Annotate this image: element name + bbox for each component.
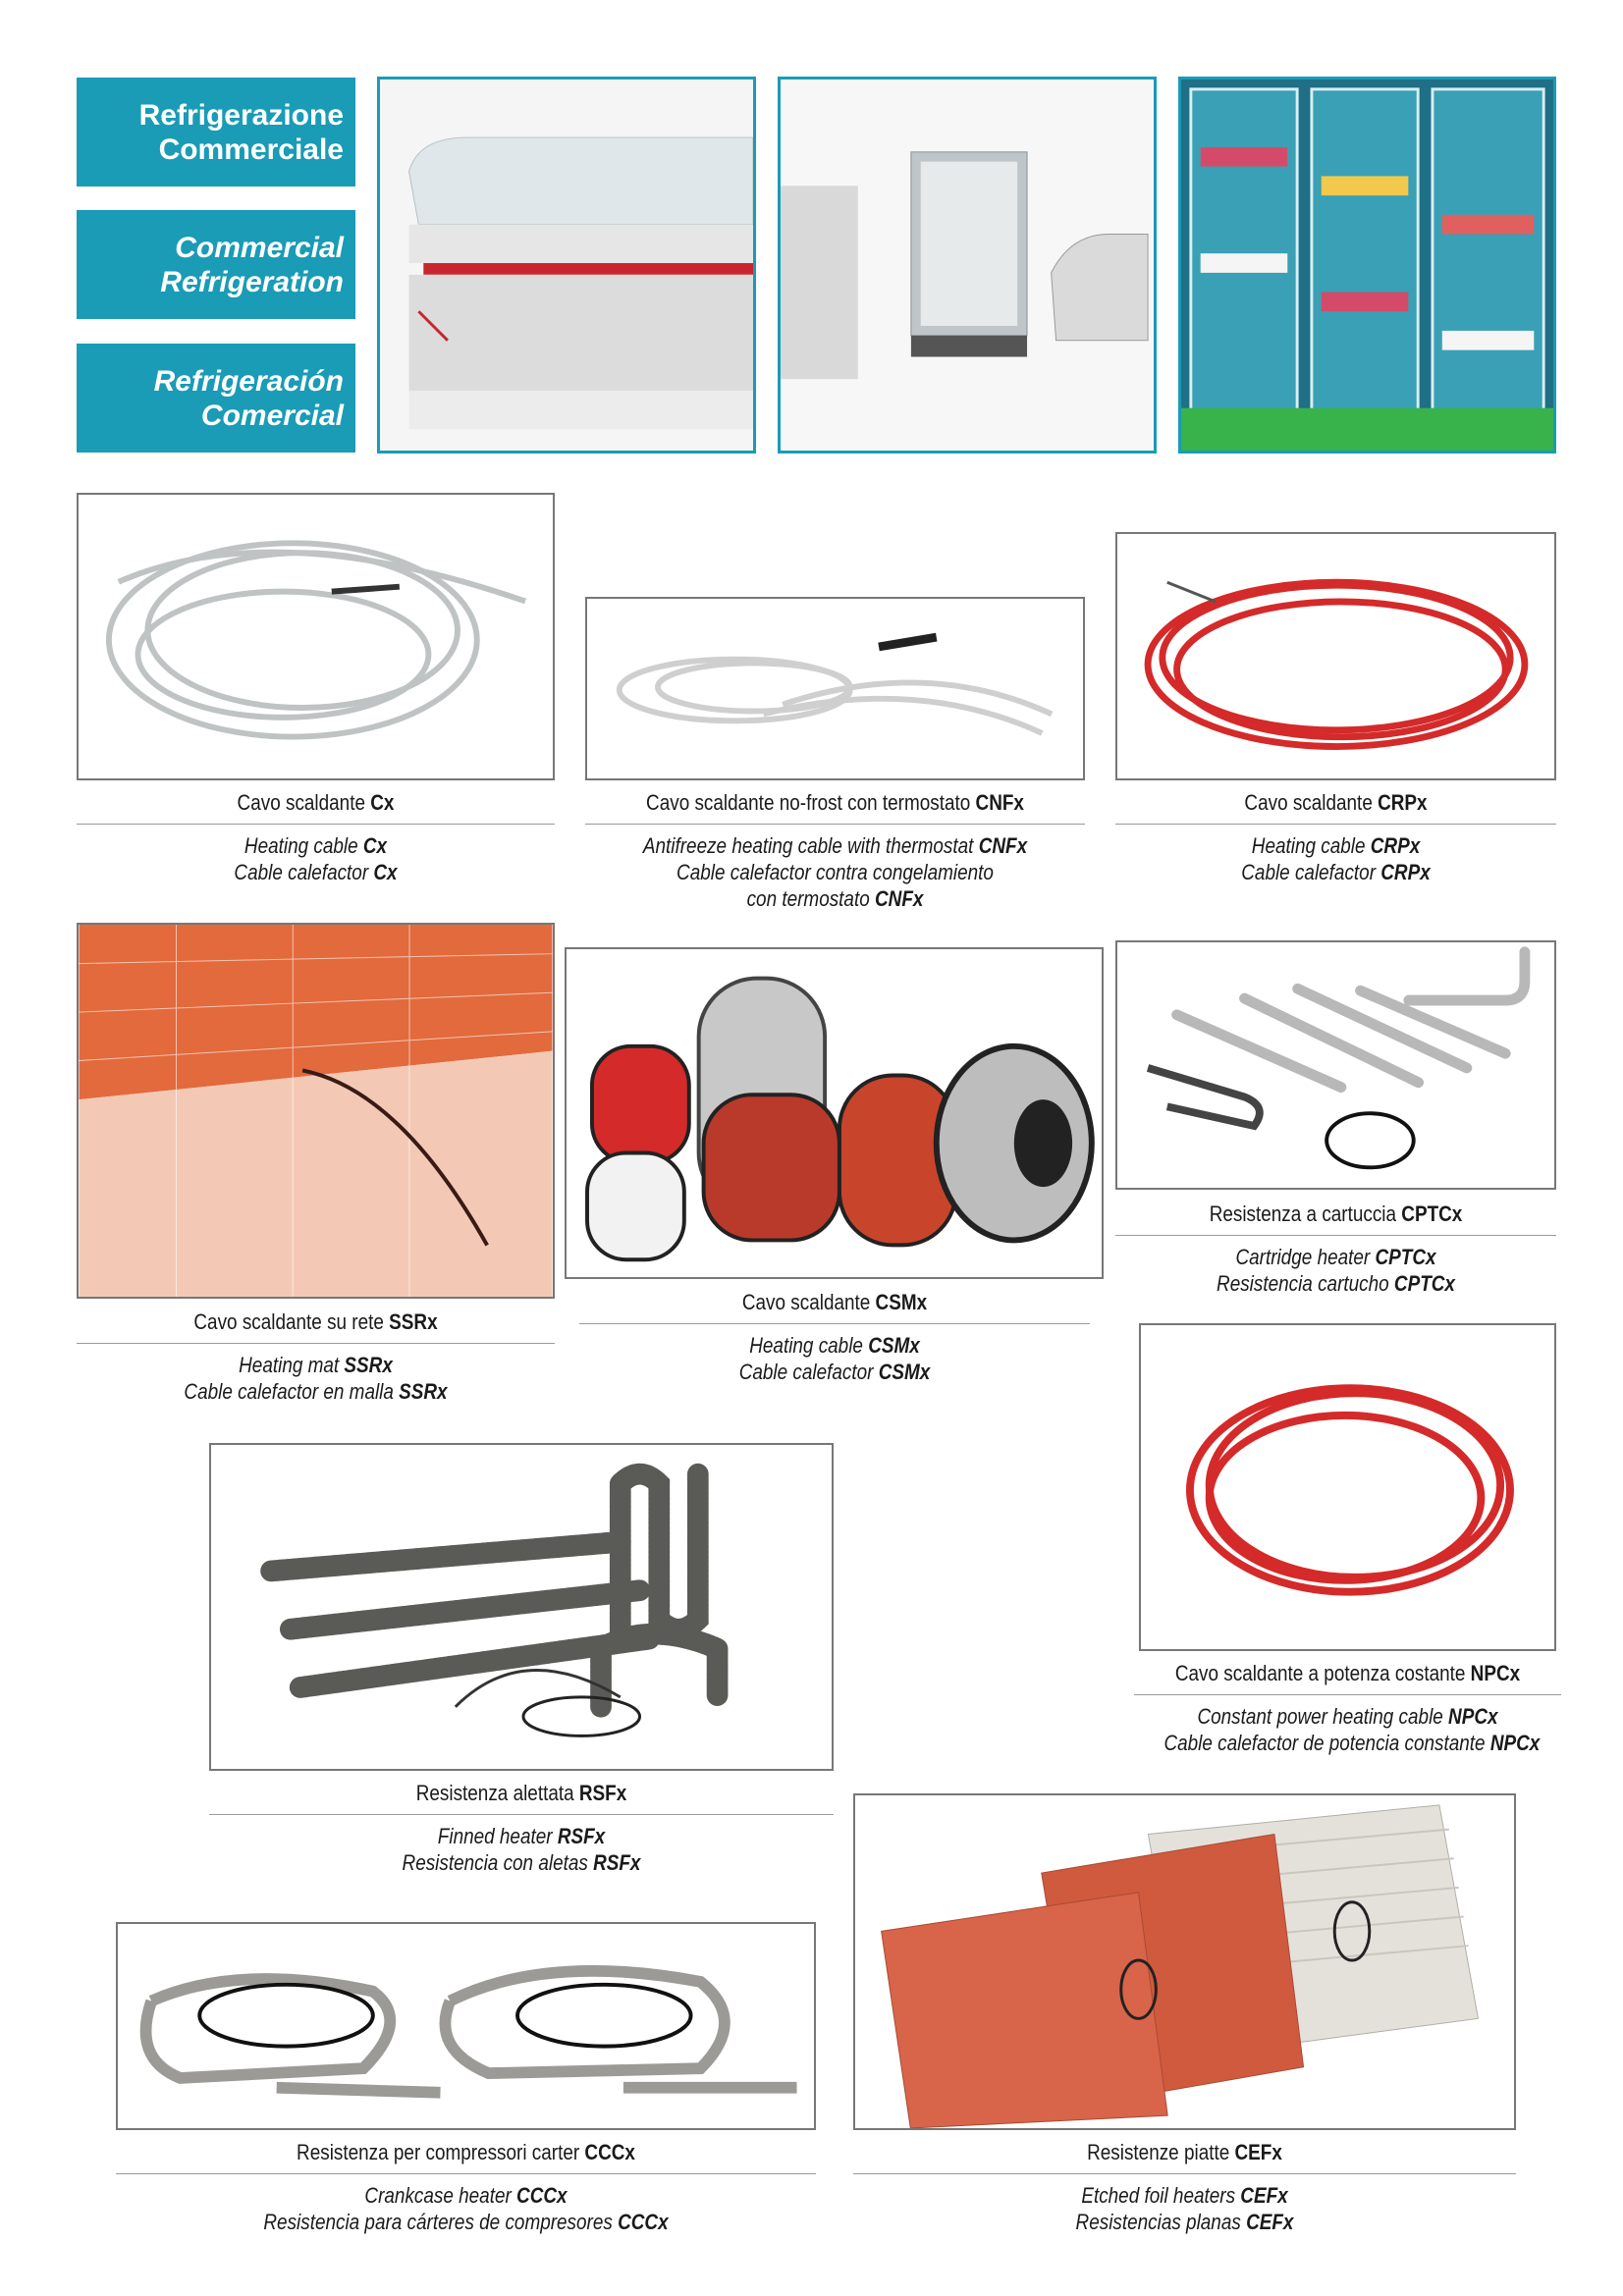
subtitle-code: RSFx <box>557 1824 606 1848</box>
title-text: Resistenza alettata <box>415 1781 579 1805</box>
header-label-english <box>77 210 355 319</box>
subtitle-code: CNFx <box>978 833 1028 858</box>
subtitle-line <box>615 1359 1054 1385</box>
subtitle-text: Cable calefactor <box>1241 860 1381 884</box>
product-image-cptcx <box>1115 940 1556 1190</box>
header-label-line: Refrigeration <box>160 265 344 298</box>
subtitle-line <box>1146 1244 1525 1270</box>
product-code: Cx <box>370 790 395 815</box>
display-case-photo <box>377 77 756 454</box>
subtitle-line <box>110 1378 521 1405</box>
subtitle-code: CPTCx <box>1375 1245 1436 1269</box>
title-text: Cavo scaldante a potenza costante <box>1174 1661 1471 1685</box>
title-text: Resistenza per compressori carter <box>297 2140 585 2164</box>
subtitle-line <box>1146 1270 1525 1297</box>
subtitle-text: con termostato <box>746 886 876 911</box>
product-image-npcx <box>1139 1323 1556 1651</box>
product-image-ssrx <box>77 923 555 1299</box>
product-title <box>621 788 1051 818</box>
divider <box>77 1343 555 1344</box>
product-image-cx <box>77 493 555 780</box>
product-title <box>165 2138 767 2167</box>
subtitle-text: Crankcase heater <box>364 2183 517 2208</box>
caption-csmx <box>579 1288 1090 1385</box>
subtitle-text: Heating cable <box>243 833 363 858</box>
subtitle-text: Resistencias planas <box>1075 2210 1247 2234</box>
divider <box>585 824 1085 825</box>
subtitle-text: Cable calefactor <box>234 860 374 884</box>
subtitle-code: Cx <box>362 833 388 858</box>
subtitle-line <box>899 2182 1470 2209</box>
title-text: Cavo scaldante <box>237 790 371 815</box>
subtitle-line <box>1163 1730 1541 1756</box>
caption-cccx <box>116 2138 816 2235</box>
subtitle-code: RSFx <box>593 1850 641 1875</box>
caption-ssrx <box>77 1308 555 1405</box>
product-title <box>615 1288 1054 1317</box>
subtitle-code: CPTCx <box>1393 1271 1455 1296</box>
subtitle-text: Heating cable <box>1251 833 1371 858</box>
subtitle-code: CRPx <box>1370 833 1421 858</box>
subtitle-line <box>621 885 1051 912</box>
divider <box>853 2173 1516 2174</box>
refrigerators-photo <box>778 77 1157 454</box>
product-image-cccx <box>116 1922 816 2130</box>
subtitle-line <box>899 2209 1470 2235</box>
divider <box>1115 1235 1556 1236</box>
title-text: Cavo scaldante no-frost con termostato <box>646 790 976 815</box>
product-title <box>1146 788 1525 818</box>
subtitle-text: Heating mat <box>239 1353 345 1377</box>
title-text: Resistenza a cartuccia <box>1209 1201 1402 1226</box>
subtitle-text: Finned heater <box>437 1824 558 1848</box>
subtitle-code: CSMx <box>868 1333 920 1358</box>
product-title <box>1146 1200 1525 1229</box>
subtitle-code: Cx <box>373 860 398 884</box>
subtitle-text: Resistencia para cárteres de compresores <box>263 2210 619 2234</box>
product-code: CRPx <box>1378 790 1428 815</box>
subtitle-text: Cable calefactor contra congelamiento <box>676 860 994 884</box>
supermarket-freezers-photo <box>1178 77 1556 454</box>
subtitle-code: CCCx <box>516 2183 568 2208</box>
divider <box>116 2173 816 2174</box>
product-title <box>899 2138 1470 2167</box>
product-code: CSMx <box>875 1290 928 1314</box>
subtitle-code: CRPx <box>1380 860 1431 884</box>
subtitle-code: CEFx <box>1246 2210 1294 2234</box>
subtitle-code: SSRx <box>344 1353 393 1377</box>
subtitle-code: CEFx <box>1240 2183 1288 2208</box>
divider <box>579 1323 1090 1324</box>
subtitle-text: Heating cable <box>749 1333 869 1358</box>
title-text: Cavo scaldante su rete <box>193 1309 390 1334</box>
subtitle-text: Cable calefactor en malla <box>184 1379 400 1404</box>
caption-rsfx <box>209 1779 834 1876</box>
title-text: Cavo scaldante <box>1244 790 1379 815</box>
subtitle-code: CSMx <box>878 1360 931 1384</box>
header-label-italian <box>77 78 355 187</box>
product-title <box>110 788 521 818</box>
subtitle-line <box>1163 1703 1531 1730</box>
caption-cptcx <box>1115 1200 1556 1297</box>
header-label-spanish <box>77 344 355 453</box>
caption-npcx <box>1134 1659 1561 1756</box>
divider <box>1134 1694 1561 1695</box>
subtitle-code: CCCx <box>618 2210 669 2234</box>
subtitle-text: Cable calefactor de potencia constante <box>1163 1731 1490 1755</box>
product-code: CPTCx <box>1401 1201 1463 1226</box>
subtitle-line <box>165 2182 767 2209</box>
subtitle-line <box>1146 832 1525 859</box>
subtitle-line <box>621 859 1051 885</box>
caption-cx <box>77 788 555 885</box>
product-image-cefx <box>853 1793 1516 2130</box>
product-image-rsfx <box>209 1443 834 1771</box>
subtitle-line <box>165 2209 767 2235</box>
subtitle-code: SSRx <box>399 1379 448 1404</box>
product-code: CNFx <box>975 790 1024 815</box>
subtitle-line <box>615 1332 1054 1359</box>
title-text: Resistenze piatte <box>1087 2140 1235 2164</box>
subtitle-line <box>253 1849 790 1876</box>
subtitle-code: CNFx <box>875 886 924 911</box>
subtitle-code: NPCx <box>1489 1731 1541 1755</box>
subtitle-text: Resistencia cartucho <box>1217 1271 1394 1296</box>
header-label-line: Refrigerazione <box>138 98 344 132</box>
divider <box>77 824 555 825</box>
subtitle-text: Antifreeze heating cable with thermostat <box>642 833 979 858</box>
divider <box>209 1814 834 1815</box>
subtitle-text: Cartridge heater <box>1235 1245 1376 1269</box>
header-label-line: Refrigeración <box>153 364 344 398</box>
subtitle-line <box>110 832 521 859</box>
header-label-line: Commercial <box>175 231 344 264</box>
subtitle-text: Resistencia con aletas <box>402 1850 594 1875</box>
product-code: RSFx <box>578 1781 627 1805</box>
product-title <box>253 1779 790 1808</box>
product-code: SSRx <box>389 1309 438 1334</box>
subtitle-text: Etched foil heaters <box>1081 2183 1241 2208</box>
subtitle-text: Cable calefactor <box>738 1360 879 1384</box>
product-code: CCCx <box>584 2140 635 2164</box>
product-image-csmx <box>565 947 1104 1279</box>
subtitle-line <box>621 832 1051 859</box>
product-code: NPCx <box>1470 1661 1521 1685</box>
caption-cefx <box>853 2138 1516 2235</box>
title-text: Cavo scaldante <box>741 1290 876 1314</box>
product-image-cnfx <box>585 597 1085 780</box>
product-title <box>1163 1659 1531 1688</box>
subtitle-line <box>1146 859 1525 885</box>
header-label-line: Commerciale <box>158 133 344 166</box>
divider <box>1115 824 1556 825</box>
caption-crpx <box>1115 788 1556 885</box>
subtitle-line <box>110 1352 521 1378</box>
caption-cnfx <box>585 788 1085 912</box>
subtitle-line <box>253 1823 790 1849</box>
subtitle-text: Constant power heating cable <box>1197 1704 1449 1729</box>
subtitle-code: NPCx <box>1448 1704 1498 1729</box>
product-code: CEFx <box>1234 2140 1282 2164</box>
subtitle-line <box>110 859 521 885</box>
product-image-crpx <box>1115 532 1556 780</box>
header-label-line: Comercial <box>200 399 344 432</box>
product-title <box>110 1308 521 1337</box>
